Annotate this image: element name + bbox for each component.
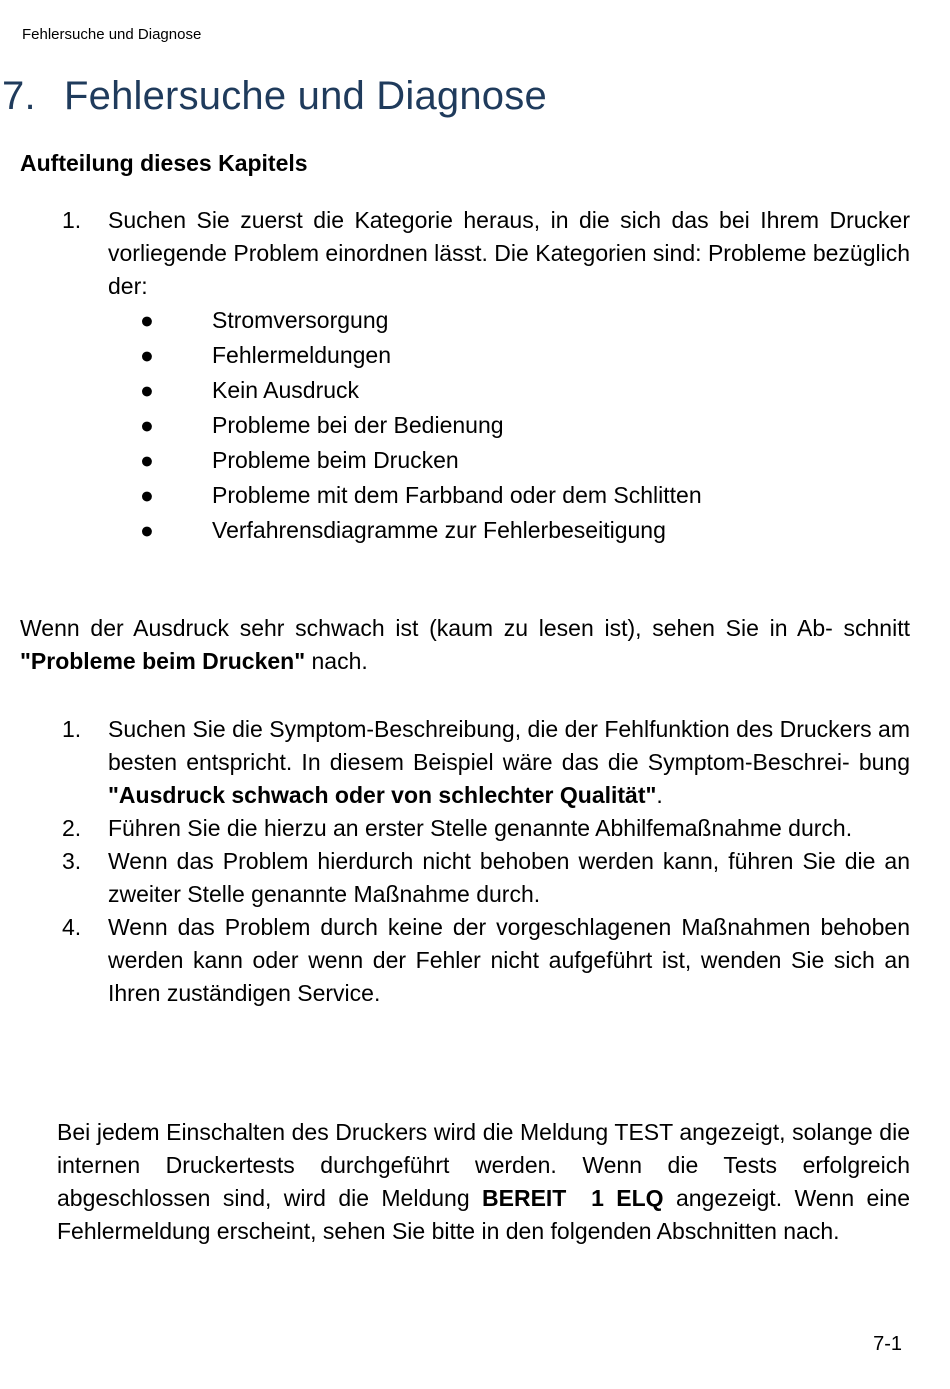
list-item-number: 1. xyxy=(62,207,82,233)
bullet-item xyxy=(108,478,910,513)
list-item-text: Wenn das Problem durch keine der vorgeschlagenen Maßnahmen behoben werden kann oder wenn der Fehler nicht aufgeführt ist, wenden Sie sich an Ihren zuständigen Service. xyxy=(108,914,910,1006)
bullet-text: Probleme bei der Bedienung xyxy=(212,412,504,438)
bullet-item xyxy=(108,443,910,478)
bullet-item xyxy=(108,373,910,408)
list-item-number: 1. xyxy=(62,716,82,742)
list-item xyxy=(62,812,910,845)
chapter-title xyxy=(2,74,547,119)
list-item-text: Führen Sie die hierzu an erster Stelle genannte Abhilfemaßnahme durch. xyxy=(108,815,853,841)
list-item-text: . xyxy=(656,782,663,808)
faint-print-paragraph xyxy=(20,612,910,678)
paragraph-text: nach. xyxy=(305,648,368,674)
startup-message-paragraph xyxy=(57,1116,910,1248)
list-item-number: 3. xyxy=(62,848,82,874)
paragraph-text: angezeigt. Wenn eine Fehlermeldung erscheint, sehen Sie bitte in den folgenden Abschnitten nach. xyxy=(57,1185,910,1244)
bullet-text: Probleme mit dem Farbband oder dem Schlitten xyxy=(212,482,702,508)
symptom-reference: "Ausdruck schwach oder von schlechter Qualität" xyxy=(108,782,657,808)
bullet-item xyxy=(108,408,910,443)
section-reference: "Probleme beim Drucken" xyxy=(20,648,306,674)
bullet-text: Fehlermeldungen xyxy=(212,342,392,368)
ready-message: BEREIT 1 ELQ xyxy=(482,1185,664,1211)
list-item xyxy=(62,911,910,1010)
list-item-text: Wenn das Problem hierdurch nicht behoben werden kann, führen Sie die an zweiter Stelle genannte Maßnahme durch. xyxy=(108,848,910,907)
list-item xyxy=(62,204,910,548)
bullet-icon: ● xyxy=(140,342,154,368)
list-item xyxy=(62,845,910,911)
running-header: Fehlersuche und Diagnose xyxy=(22,26,202,43)
paragraph-text: Bei jedem Einschalten des Druckers wird die Meldung TEST angezeigt, solange die internen Druckertests durchgeführt werden. Wenn die Tests erfolgreich abgeschlossen sind, wird die Meldung xyxy=(57,1119,910,1211)
bullet-icon: ● xyxy=(140,447,154,473)
section-heading: Aufteilung dieses Kapitels xyxy=(20,150,308,176)
list-item-number: 2. xyxy=(62,815,82,841)
category-instructions-list xyxy=(62,204,910,548)
procedure-steps-list xyxy=(62,713,910,1010)
bullet-icon: ● xyxy=(140,307,154,333)
bullet-text: Stromversorgung xyxy=(212,307,389,333)
chapter-title-text: Fehlersuche und Diagnose xyxy=(64,74,547,118)
list-item-text: Suchen Sie die Symptom-Beschreibung, die der Fehlfunktion des Druckers am besten entspricht. In diesem Beispiel wäre das die Symptom-Beschrei- bung xyxy=(108,716,910,775)
paragraph-text: Wenn der Ausdruck sehr schwach ist (kaum zu lesen ist), sehen Sie in Ab- schnitt xyxy=(20,615,910,641)
bullet-text: Probleme beim Drucken xyxy=(212,447,459,473)
bullet-icon: ● xyxy=(140,377,154,403)
bullet-item xyxy=(108,338,910,373)
bullet-icon: ● xyxy=(140,412,154,438)
bullet-item xyxy=(108,303,910,338)
page-number: 7-1 xyxy=(873,1333,902,1355)
list-item-number: 4. xyxy=(62,914,82,940)
list-item-text: Suchen Sie zuerst die Kategorie heraus, in die sich das bei Ihrem Drucker vorliegende Problem einordnen lässt. Die Kategorien sind: Probleme bezüglich der: xyxy=(108,207,910,299)
bullet-item xyxy=(108,513,910,548)
list-item xyxy=(62,713,910,812)
bullet-text: Verfahrensdiagramme zur Fehlerbeseitigung xyxy=(212,517,666,543)
bullet-text: Kein Ausdruck xyxy=(212,377,360,403)
chapter-number: 7. xyxy=(2,74,36,118)
category-bullet-list xyxy=(108,303,910,548)
bullet-icon: ● xyxy=(140,482,154,508)
bullet-icon: ● xyxy=(140,517,154,543)
